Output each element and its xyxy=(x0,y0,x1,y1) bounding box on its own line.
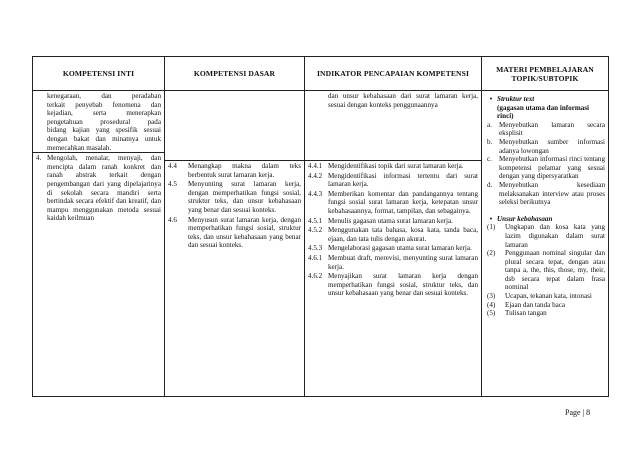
ipk-item-text: Memberikan komentar dan pandangannya tentang fungsi sosial surat lamaran kerja, ketepatan unsur kebahasaannya, format, tampilan, dan sebagainya. xyxy=(328,189,478,215)
materi-content xyxy=(482,91,608,318)
kd-item-text: Menyunting surat lamaran kerja, dengan memperhatikan fungsi sosial, struktur teks, dan unsur kebahasaan yang benar dan sesuai konteks. xyxy=(188,180,301,214)
ipk-item-number: 4.4.3 xyxy=(308,189,323,198)
ki-cont-line: memecahkan masalah. xyxy=(47,143,112,152)
cell-kompetensi-inti xyxy=(33,91,165,397)
materi-bullet-unsur xyxy=(485,215,605,224)
kd-item xyxy=(165,161,304,179)
ipk-item xyxy=(305,243,481,253)
ipk-item xyxy=(305,216,481,226)
ipk-item xyxy=(305,171,481,189)
ki-item-4 xyxy=(33,153,164,223)
kd-item-number: 4.5 xyxy=(168,180,177,189)
kd-item xyxy=(165,215,304,250)
list-text: Menyebutkan lamaran secara eksplisit xyxy=(499,120,605,138)
bullet-dot-icon: • xyxy=(489,214,493,223)
table-body-row xyxy=(33,91,609,397)
list-text: Ucapan, tekanan kata, intonasi xyxy=(505,292,592,301)
list-marker: a. xyxy=(487,120,492,129)
kd-item xyxy=(165,179,304,214)
ki-continuation xyxy=(33,91,164,152)
kd-item-text: Menangkap makna dalam teks berbentuk surat lamaran kerja. xyxy=(188,162,301,179)
ipk-item-number: 4.5.2 xyxy=(308,226,323,235)
ipk-item-text: Mengelaborasi gagasan utama surat lamaran kerja. xyxy=(328,244,472,253)
ipk-item xyxy=(305,161,481,171)
ki-cont-line: kejadian, serta menerapkan xyxy=(47,109,161,118)
page-number: Page | 8 xyxy=(565,408,591,417)
ipk-item xyxy=(305,189,481,216)
struktur-item xyxy=(485,138,605,155)
materi-bullet-struktur xyxy=(485,95,605,104)
list-text: Menyebutkan informasi rinci tentang kompetensi pelamar yang sesuai dengan yang dipersyaratkan xyxy=(499,155,605,181)
ipk-item-number: 4.4.1 xyxy=(308,162,323,170)
list-marker: c. xyxy=(487,155,492,164)
list-marker: d. xyxy=(487,180,493,189)
unsur-item xyxy=(485,249,605,292)
list-text: Tulisan tangan xyxy=(505,309,547,318)
ipk-continuation: dan unsur kebahasaan dari surat lamaran kerja, sesuai dengan konteks penggunaannya xyxy=(328,92,478,109)
ipk-item-number: 4.5.1 xyxy=(308,216,323,225)
bullet-dot-icon: • xyxy=(489,95,493,103)
unsur-item xyxy=(485,301,605,310)
materi-bullet-label: Struktur text xyxy=(497,95,535,103)
cell-kompetensi-dasar xyxy=(165,91,305,397)
ipk-item-text: Menggunakan tata bahasa, kosa kata, tanda baca, ejaan, dan tata tulis dengan akurat. xyxy=(328,226,478,243)
kd-item-text: Menyusun surat lamaran kerja, dengan memperhatikan fungsi sosial, struktur teks, dan unsur kebahasaan yang benar dan sesuai konteks. xyxy=(188,215,301,250)
unsur-item xyxy=(485,292,605,301)
header-materi: MATERI PEMBELAJARAN TOPIK/SUBTOPIK xyxy=(482,57,609,91)
struktur-item xyxy=(485,121,605,138)
ki-cont-line: pengetahuan prosedural pada xyxy=(47,117,161,126)
cell-materi xyxy=(482,91,609,397)
ki-cont-line: dengan bakat dan minatnya untuk xyxy=(47,134,161,143)
unsur-item xyxy=(485,223,605,249)
list-marker: (3) xyxy=(487,292,496,301)
list-marker: (2) xyxy=(487,249,496,258)
list-text: Menyebutkan sumber informasi adanya lowongan xyxy=(499,137,605,155)
competency-table xyxy=(32,56,609,397)
ipk-item-number: 4.6.2 xyxy=(308,272,323,281)
struktur-item xyxy=(485,155,605,181)
header-indikator: INDIKATOR PENCAPAIAN KOMPETENSI xyxy=(305,57,482,91)
ipk-item-text: Mengidentifikasi topik dari surat lamaran kerja. xyxy=(328,162,464,170)
list-marker: (5) xyxy=(487,309,496,318)
curriculum-table-page xyxy=(32,56,608,397)
list-text: Ejaan dan tanda baca xyxy=(505,300,566,309)
list-marker: (1) xyxy=(487,223,496,232)
list-text: Penggunaan nominal singular dan plural secara tepat, dengan atau tanpa a, the, this, those, my, their, dsb secara tepat dalam frasa nominal xyxy=(505,249,605,292)
ipk-item-text: Mengidentifikasi informasi tertentu dari surat lamaran kerja. xyxy=(328,171,478,189)
ipk-item-number: 4.6.1 xyxy=(308,253,323,262)
list-marker: b. xyxy=(487,137,493,146)
materi-bullet-sub: (gagasan utama dan informasi rinci) xyxy=(497,103,590,121)
list-marker: (4) xyxy=(487,300,496,309)
ki-cont-line: terkait penyebab fenomena dan xyxy=(47,100,161,109)
materi-bullet-label: Unsur kebahasaan xyxy=(497,214,553,223)
list-text: Ungkapan dan kosa kata yang lazim digunakan dalam surat lamaran xyxy=(505,223,605,249)
unsur-item xyxy=(485,309,605,318)
cell-indikator xyxy=(305,91,482,397)
ipk-item xyxy=(305,271,481,298)
ipk-item-number: 4.4.2 xyxy=(308,171,323,180)
ipk-item-text: Membuat draft, merevisi, menyunting surat lamaran kerja. xyxy=(328,253,478,271)
struktur-item xyxy=(485,181,605,207)
ki-item-text: Mengolah, menalar, menyaji, dan mencipta dalam ranah konkret dan ranah abstrak terkait dengan pengembangan dari yang dipelajarinya di sekolah secara mandiri serta bertindak secara efektif dan kreatif, dan mampu menggunakan metoda sesuai kaidah keilmuan xyxy=(47,154,161,223)
ki-cont-line: bidang kajian yang spesifik sesuai xyxy=(47,126,161,135)
header-kompetensi-dasar: KOMPETENSI DASAR xyxy=(165,57,305,91)
table-header-row xyxy=(33,57,609,91)
ki-cont-line: kenegaraan, dan peradaban xyxy=(47,92,161,100)
ipk-item-text: Menulis gagasan utama surat lamaran kerja. xyxy=(328,216,453,225)
header-kompetensi-inti: KOMPETENSI INTI xyxy=(33,57,165,91)
kd-item-number: 4.6 xyxy=(168,215,177,224)
kd-item-number: 4.4 xyxy=(168,162,177,170)
ipk-item-number: 4.5.3 xyxy=(308,244,323,253)
ipk-item-text: Menyajikan surat lamaran kerja dengan memperhatikan fungsi sosial, struktur teks, dan unsur kebahasaan yang benar dan sesuai konteks. xyxy=(328,272,478,298)
list-text: Menyebutkan kesediaan melaksanakan interview atau proses seleksi berikutnya xyxy=(499,180,605,207)
ipk-item xyxy=(305,253,481,271)
ki-item-number: 4. xyxy=(36,154,42,163)
ipk-item xyxy=(305,225,481,243)
